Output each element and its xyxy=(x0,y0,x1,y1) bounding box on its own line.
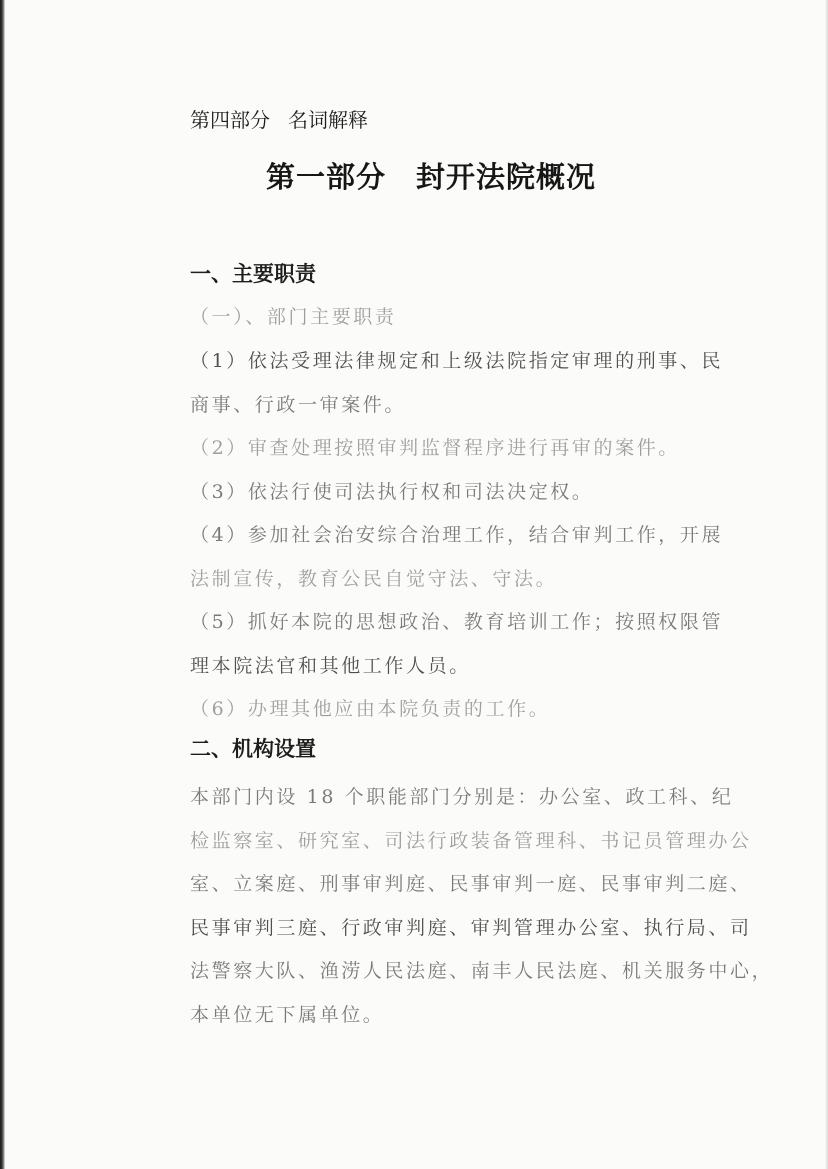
scan-binding-edge xyxy=(0,0,5,1169)
toc-line xyxy=(190,104,368,133)
sub-heading-duties: （一）、部门主要职责 xyxy=(190,306,397,328)
structure-line: 本单位无下属单位。 xyxy=(190,1004,385,1026)
duty-line: 法制宣传，教育公民自觉守法、守法。 xyxy=(190,568,558,590)
duty-line: （4）参加社会治安综合治理工作，结合审判工作，开展 xyxy=(190,524,724,546)
duty-line: （5）抓好本院的思想政治、教育培训工作；按照权限管 xyxy=(190,611,724,633)
section-heading-structure: 二、机构设置 xyxy=(190,737,316,761)
duty-line: （3）依法行使司法执行权和司法决定权。 xyxy=(190,481,594,503)
section-heading-duties: 一、主要职责 xyxy=(190,262,316,286)
structure-line: 检监察室、研究室、司法行政装备管理科、书记员管理办公 xyxy=(190,830,752,852)
toc-part: 第四部分 xyxy=(190,108,270,132)
duty-line: 商事、行政一审案件。 xyxy=(190,394,407,416)
duty-line: （6）办理其他应由本院负责的工作。 xyxy=(190,698,551,720)
page-title-text: 封开法院概况 xyxy=(416,160,597,194)
structure-line: 民事审判三庭、行政审判庭、审判管理办公室、执行局、司 xyxy=(190,917,752,939)
duty-line: （2）审查处理按照审判监督程序进行再审的案件。 xyxy=(190,437,680,459)
toc-title: 名词解释 xyxy=(288,108,368,132)
duty-line: （1）依法受理法律规定和上级法院指定审理的刑事、民 xyxy=(190,350,724,372)
structure-line: 法警察大队、渔涝人民法庭、南丰人民法庭、机关服务中心， xyxy=(190,960,774,982)
duty-line: 理本院法官和其他工作人员。 xyxy=(190,655,471,677)
page-title-part: 第一部分 xyxy=(266,160,387,194)
structure-line: 室、立案庭、刑事审判庭、民事审判一庭、民事审判二庭、 xyxy=(190,873,752,895)
page-title xyxy=(266,155,596,196)
structure-line: 本部门内设 18 个职能部门分别是：办公室、政工科、纪 xyxy=(190,786,734,808)
